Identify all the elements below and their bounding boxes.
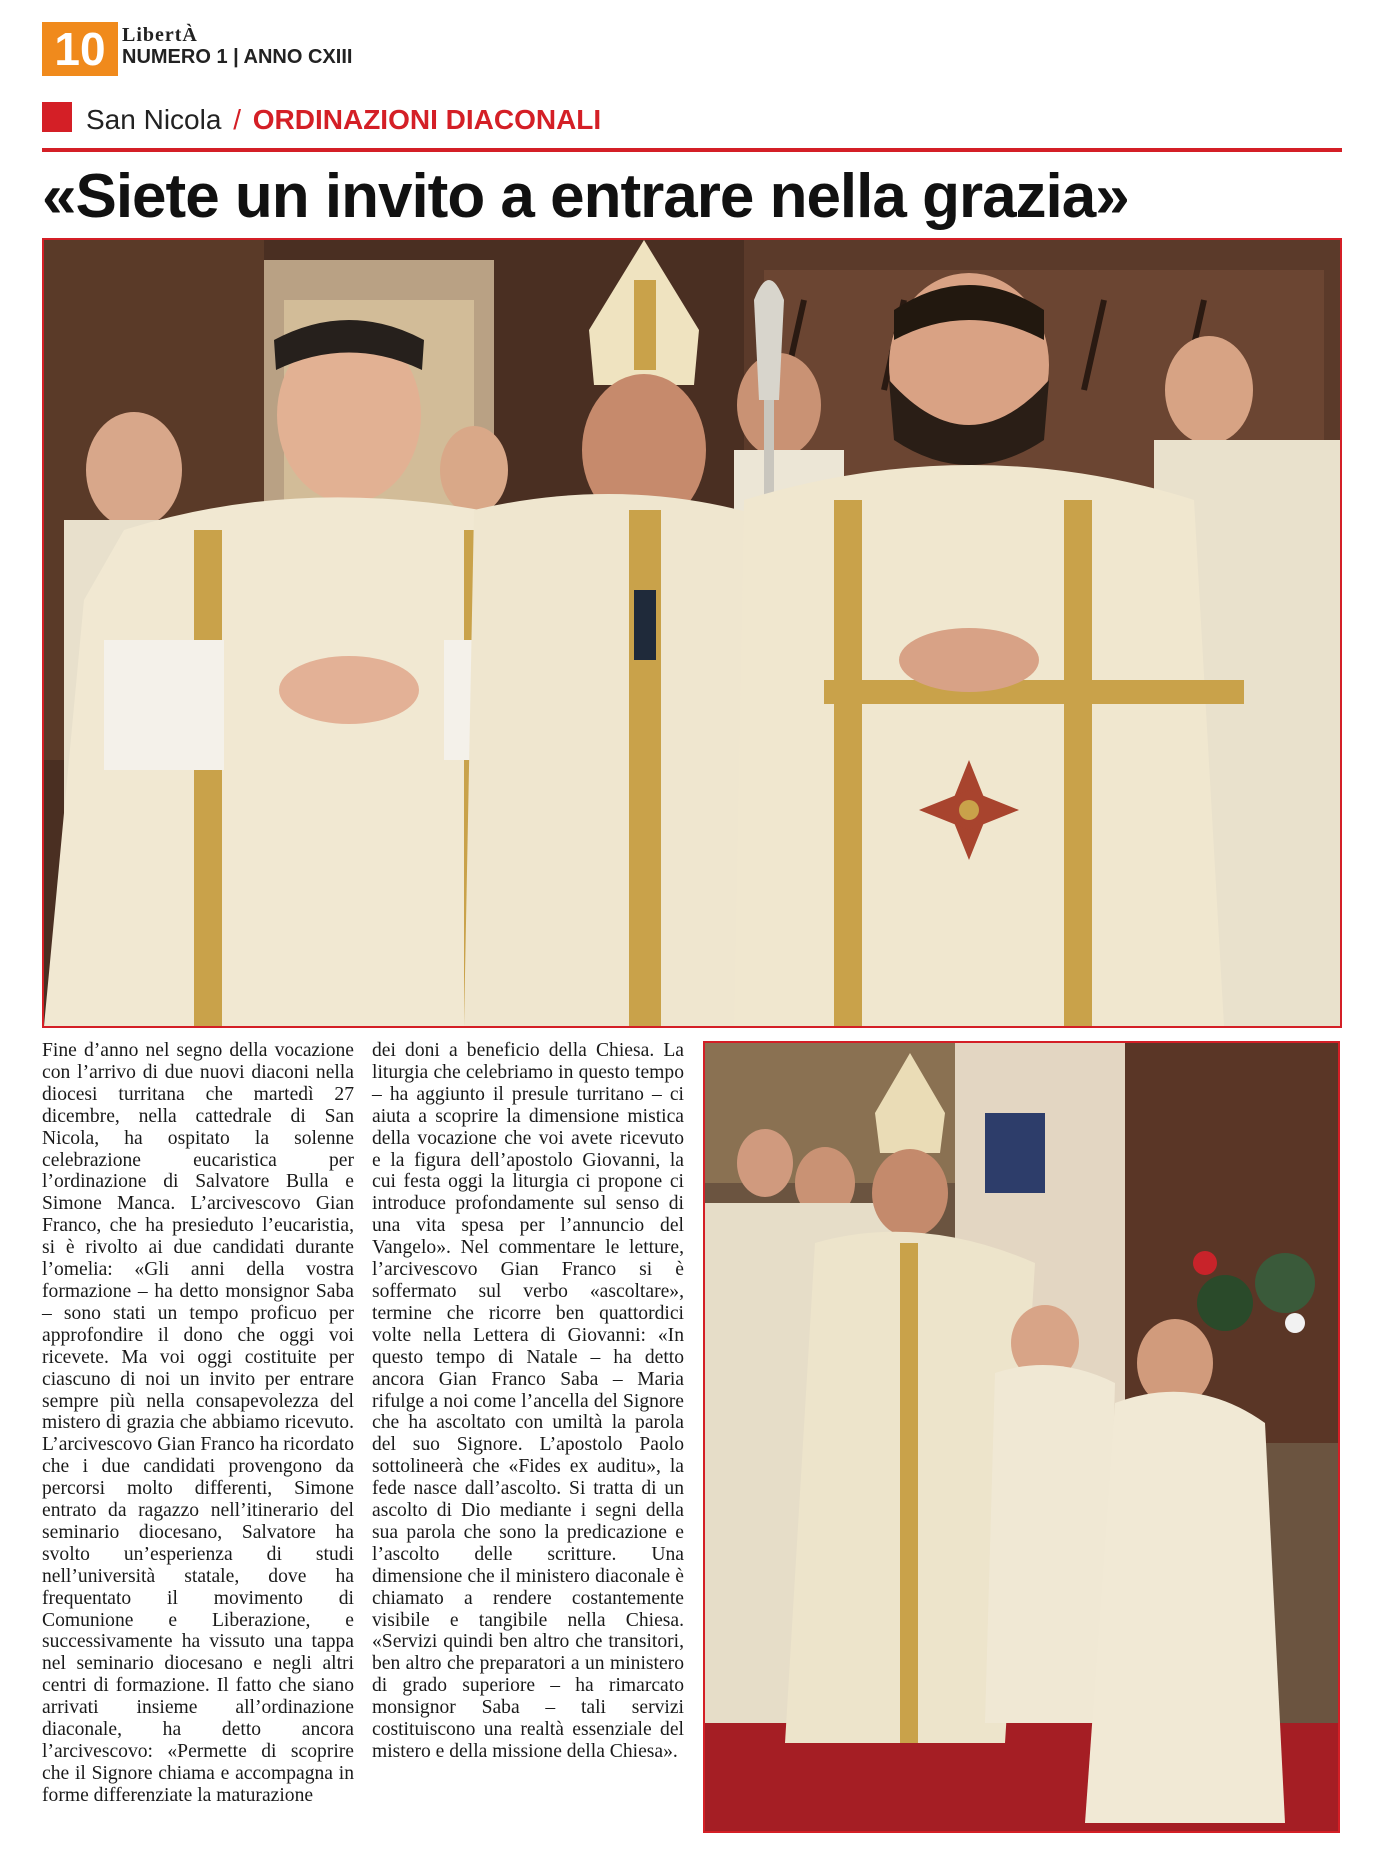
article-column-2: dei doni a beneficio della Chiesa. La liturgia che celebriamo in questo tempo – ha aggiunto il presule turritano – ci aiuta a scoprire la dimensione mistica della vocazione che voi avete ricevuto e la figura dell’apostolo Giovanni, la cui festa oggi la liturgia ci propone ci introduce profondamente sul senso di una vita spesa per l’annuncio del Vangelo». Nel commentare le letture, l’arcivescovo Gian Franco si è soffermato sul verbo «ascoltare», termine che ricorre ben quattordici volte nella Lettera di Giovanni: «In questo tempo di Natale – ha detto ancora Gian Franco Saba – Maria rifulge a noi come l’ancella del Signore che ha ascoltato con umiltà la parola del suo Signore. L’apostolo Paolo sottolineerà che «Fides ex auditu», la fede nasce dall’ascolto. Si tratta di un ascolto di Dio mediante i segni della sua parola che sono la predicazione e l’ascolto delle scritture. Una dimensione che il ministero diaconale è chiamato a rendere costantemente visibile e tangibile nella Chiesa. «Servizi quindi ben altro che transitori, ben altro che preparatori a un ministero di grado superiore – ha rimarcato monsignor Saba – tali servizi costituiscono una realtà essenziale del mistero e della missione della Chiesa». bbox=[372, 1040, 684, 1762]
article-headline: «Siete un invito a entrare nella grazia» bbox=[42, 162, 1129, 231]
kicker-line bbox=[86, 103, 601, 137]
header-rule bbox=[42, 148, 1342, 152]
main-photo bbox=[42, 238, 1342, 1028]
kicker-marker bbox=[42, 102, 72, 132]
page-number-badge: 10 bbox=[42, 22, 118, 76]
kicker-separator: / bbox=[233, 104, 241, 135]
ordination-photo bbox=[703, 1041, 1340, 1833]
article-column-1: Fine d’anno nel segno della vocazione con l’arrivo di due nuovi diaconi nella diocesi turritana che martedì 27 dicembre, nella cattedrale di San Nicola, ha ospitato la solenne celebrazione eucaristica per l’ordinazione di Salvatore Bulla e Simone Manca. L’arcivescovo Gian Franco, che ha presieduto l’eucaristia, si è rivolto ai due candidati durante l’omelia: «Gli anni della vostra formazione – ha detto monsignor Saba – sono stati un tempo proficuo per approfondire il dono che oggi voi ricevete. Ma voi oggi costituite per ciascuno di noi un invito per entrare sempre più nella consapevolezza del mistero di grazia che abbiamo ricevuto. L’arcivescovo Gian Franco ha ricordato che i due candidati provengono da percorsi molto differenti, Simone entrato da ragazzo nell’itinerario del seminario diocesano, Salvatore ha svolto un’esperienza di studi nell’università statale, dove ha frequentato il movimento di Comunione e Liberazione, e successivamente ha vissuto una tappa nel seminario diocesano e negli altri centri di formazione. Il fatto che siano arrivati insieme all’ordinazione diaconale, ha detto ancora l’arcivescovo: «Permette di scoprire che il Signore chiama e accompagna in forme differenziate la maturazione bbox=[42, 1040, 354, 1806]
newspaper-logo: LibertÀ bbox=[122, 24, 198, 46]
kicker-location: San Nicola bbox=[86, 104, 222, 135]
kicker-section: ORDINAZIONI DIACONALI bbox=[252, 104, 602, 135]
issue-label: NUMERO 1 | ANNO CXIII bbox=[122, 46, 353, 68]
